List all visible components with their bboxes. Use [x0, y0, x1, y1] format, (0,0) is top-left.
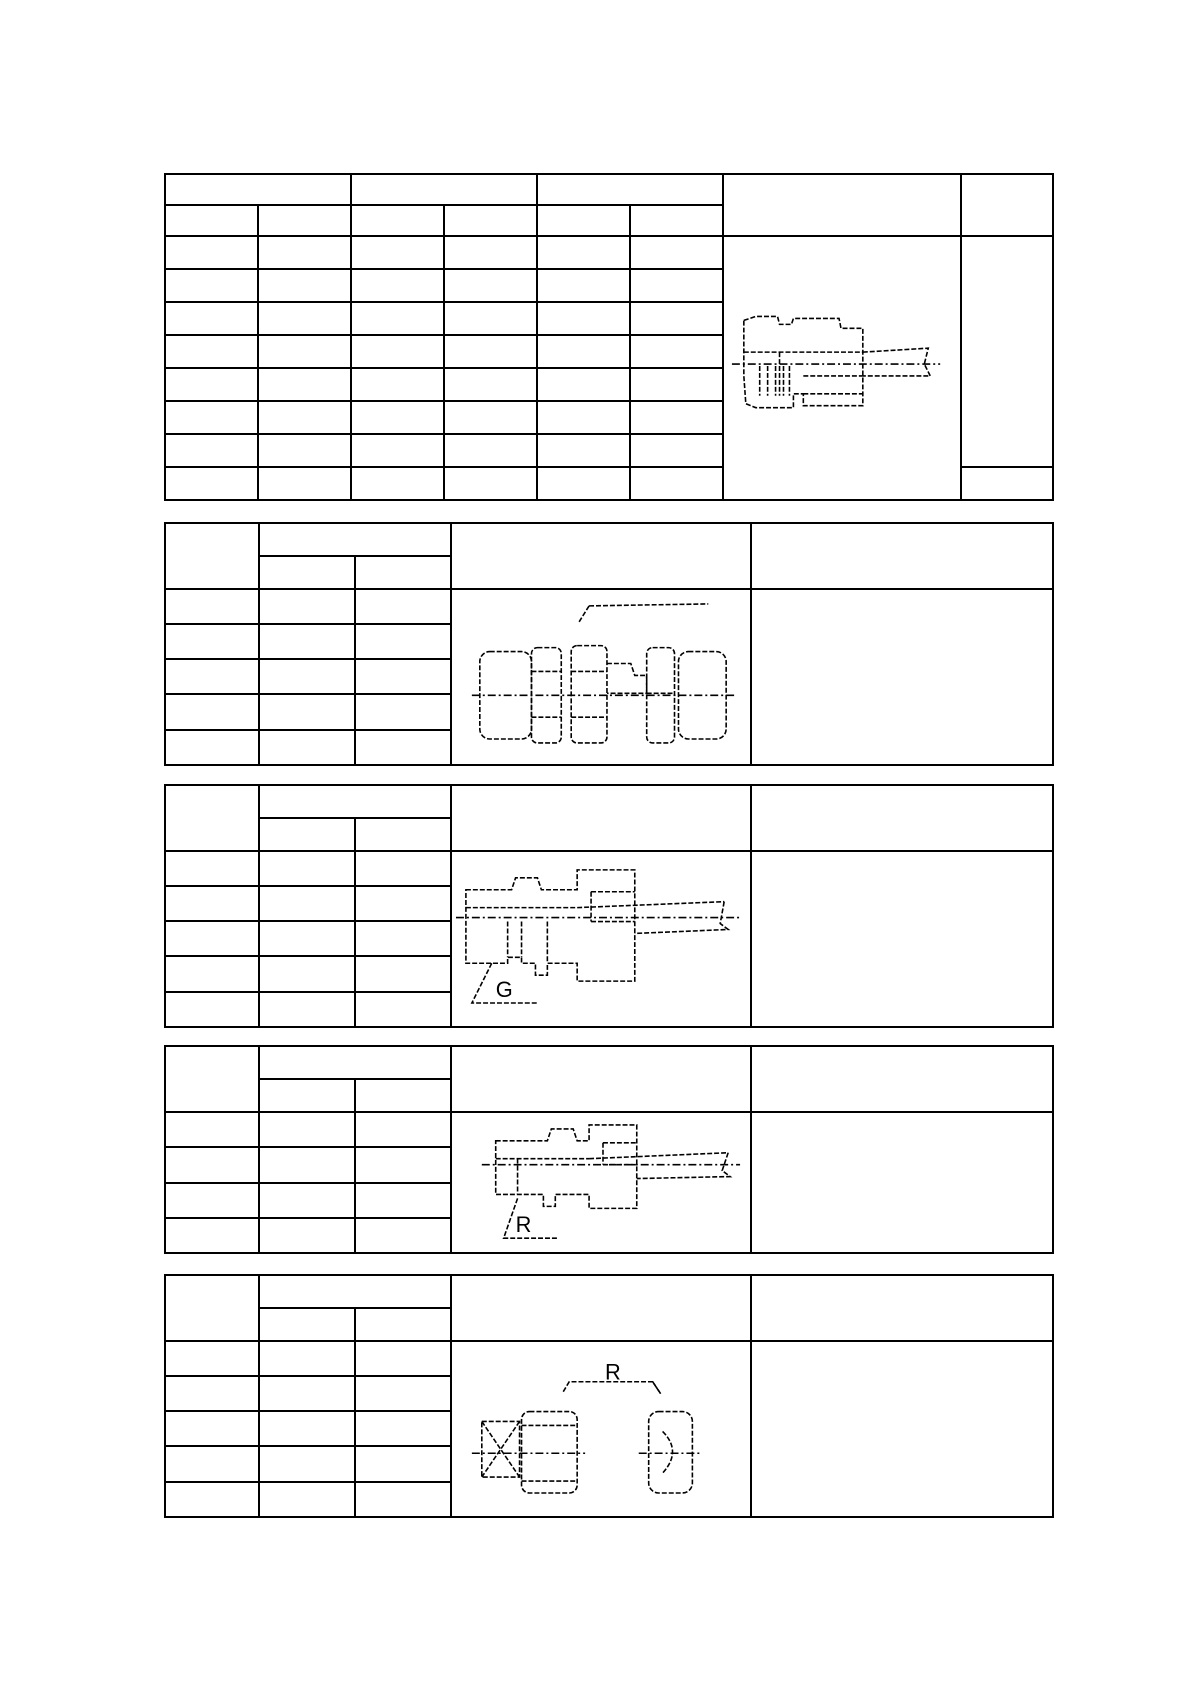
header-cell — [259, 1275, 451, 1308]
table-cell — [351, 236, 444, 269]
table-cell — [258, 236, 351, 269]
table-cell — [165, 886, 259, 921]
table-cell — [630, 335, 723, 368]
table-cell — [259, 992, 355, 1027]
table-cell — [258, 467, 351, 500]
table-cell — [259, 1112, 355, 1147]
subheader-cell — [537, 205, 630, 236]
table-cell — [444, 368, 537, 401]
table-cell — [630, 236, 723, 269]
header-cell — [751, 1046, 1053, 1112]
header-cell — [537, 174, 723, 205]
table-cell — [444, 467, 537, 500]
header-cell — [451, 785, 751, 851]
r-thread-connector-drawing-cell — [451, 1112, 751, 1253]
thread-label-g: G — [495, 977, 513, 1003]
table-cell — [444, 302, 537, 335]
table-cell — [165, 921, 259, 956]
table-cell — [630, 467, 723, 500]
table-cell — [355, 992, 451, 1027]
subheader-cell — [351, 205, 444, 236]
table-cell — [165, 335, 258, 368]
table-cell — [165, 992, 259, 1027]
table-cell — [444, 269, 537, 302]
spec-table-2 — [164, 522, 1054, 766]
table-cell — [165, 659, 259, 694]
table-cell — [751, 851, 1053, 1027]
table-cell — [355, 1147, 451, 1182]
header-cell — [451, 1275, 751, 1341]
union-drawing-cell — [451, 589, 751, 765]
table-cell — [355, 886, 451, 921]
table-cell — [537, 302, 630, 335]
table-cell — [630, 269, 723, 302]
spec-table-4 — [164, 1045, 1054, 1254]
table-cell — [444, 434, 537, 467]
table-cell — [630, 434, 723, 467]
table-cell — [165, 434, 258, 467]
header-cell — [723, 174, 961, 236]
table-cell — [258, 335, 351, 368]
table-cell — [355, 851, 451, 886]
table-cell — [961, 236, 1053, 467]
table-cell — [355, 956, 451, 991]
header-cell — [259, 785, 451, 818]
table-cell — [355, 921, 451, 956]
table-cell — [630, 368, 723, 401]
table-cell — [751, 1341, 1053, 1517]
table-cell — [259, 886, 355, 921]
table-cell — [259, 730, 355, 765]
table-cell — [537, 467, 630, 500]
table-cell — [259, 1482, 355, 1517]
table-cell — [259, 624, 355, 659]
table-cell — [259, 694, 355, 729]
header-cell — [165, 523, 259, 589]
table-cell — [751, 1112, 1053, 1253]
g-thread-connector-drawing-cell — [451, 851, 751, 1027]
table-cell — [165, 694, 259, 729]
table-cell — [630, 302, 723, 335]
table-cell — [258, 302, 351, 335]
table-cell — [165, 956, 259, 991]
table-cell — [355, 1183, 451, 1218]
table-cell — [259, 1341, 355, 1376]
table-cell — [355, 1112, 451, 1147]
table-cell — [259, 1376, 355, 1411]
table-cell — [165, 851, 259, 886]
table-cell — [258, 368, 351, 401]
table-cell — [355, 1376, 451, 1411]
header-cell — [351, 174, 537, 205]
table-cell — [259, 921, 355, 956]
subheader-cell — [444, 205, 537, 236]
table-cell — [537, 236, 630, 269]
r-thread-connector-drawing — [452, 1113, 750, 1252]
subheader-cell — [355, 1079, 451, 1112]
table-cell — [165, 401, 258, 434]
table-cell — [165, 236, 258, 269]
table-cell — [258, 269, 351, 302]
table-cell — [165, 467, 258, 500]
header-cell — [751, 523, 1053, 589]
spec-table-5 — [164, 1274, 1054, 1518]
spec-table-3 — [164, 784, 1054, 1028]
table-cell — [351, 434, 444, 467]
table-cell — [259, 1218, 355, 1253]
table-cell — [165, 1411, 259, 1446]
table-cell — [165, 589, 259, 624]
table-cell — [355, 589, 451, 624]
table-cell — [751, 589, 1053, 765]
table-cell — [165, 1446, 259, 1481]
table-cell — [165, 1376, 259, 1411]
table-cell — [259, 1183, 355, 1218]
subheader-cell — [165, 205, 258, 236]
table-cell — [351, 467, 444, 500]
g-thread-connector-drawing — [452, 852, 750, 1026]
subheader-cell — [355, 818, 451, 851]
table-cell — [165, 1218, 259, 1253]
subheader-cell — [355, 556, 451, 589]
subheader-cell — [630, 205, 723, 236]
header-cell — [259, 1046, 451, 1079]
table-cell — [259, 1147, 355, 1182]
table-cell — [259, 851, 355, 886]
table-cell — [355, 659, 451, 694]
table-cell — [355, 1218, 451, 1253]
header-cell — [259, 523, 451, 556]
table-cell — [165, 269, 258, 302]
table-cell — [165, 368, 258, 401]
table-cell — [258, 401, 351, 434]
table-cell — [537, 434, 630, 467]
header-cell — [165, 1275, 259, 1341]
spec-table-1 — [164, 173, 1054, 501]
table-cell — [355, 624, 451, 659]
table-cell — [351, 269, 444, 302]
thread-label-r: R — [515, 1212, 532, 1238]
table-cell — [537, 401, 630, 434]
table-cell — [165, 302, 258, 335]
table-cell — [444, 335, 537, 368]
table-cell — [537, 269, 630, 302]
subheader-cell — [258, 205, 351, 236]
table-cell — [355, 1446, 451, 1481]
plug-and-cap-drawing — [452, 1342, 750, 1516]
header-cell — [751, 1275, 1053, 1341]
header-cell — [961, 174, 1053, 236]
table-cell — [351, 401, 444, 434]
table-cell — [537, 368, 630, 401]
table-cell — [259, 659, 355, 694]
table-cell — [258, 434, 351, 467]
table-cell — [444, 236, 537, 269]
plug-and-cap-drawing-cell — [451, 1341, 751, 1517]
table-cell — [351, 335, 444, 368]
table-cell — [355, 1482, 451, 1517]
table-cell — [355, 694, 451, 729]
table-cell — [259, 956, 355, 991]
header-cell — [165, 174, 351, 205]
table-cell — [165, 624, 259, 659]
table-cell — [355, 730, 451, 765]
female-connector-drawing — [724, 237, 960, 499]
header-cell — [451, 523, 751, 589]
table-cell — [165, 1112, 259, 1147]
table-cell — [630, 401, 723, 434]
table-cell — [355, 1411, 451, 1446]
table-cell — [165, 1147, 259, 1182]
subheader-cell — [259, 556, 355, 589]
subheader-cell — [259, 818, 355, 851]
thread-label-r: R — [604, 1359, 621, 1385]
header-cell — [165, 1046, 259, 1112]
table-cell — [165, 1482, 259, 1517]
subheader-cell — [259, 1079, 355, 1112]
header-cell — [451, 1046, 751, 1112]
table-cell — [165, 1341, 259, 1376]
female-connector-drawing-cell — [723, 236, 961, 500]
table-cell — [351, 368, 444, 401]
table-cell — [444, 401, 537, 434]
table-cell — [355, 1341, 451, 1376]
union-drawing — [452, 590, 750, 764]
header-cell — [165, 785, 259, 851]
table-cell — [259, 1411, 355, 1446]
subheader-cell — [355, 1308, 451, 1341]
table-cell — [165, 1183, 259, 1218]
table-cell — [961, 467, 1053, 500]
header-cell — [751, 785, 1053, 851]
table-cell — [259, 589, 355, 624]
table-cell — [165, 730, 259, 765]
table-cell — [259, 1446, 355, 1481]
subheader-cell — [259, 1308, 355, 1341]
table-cell — [537, 335, 630, 368]
table-cell — [351, 302, 444, 335]
